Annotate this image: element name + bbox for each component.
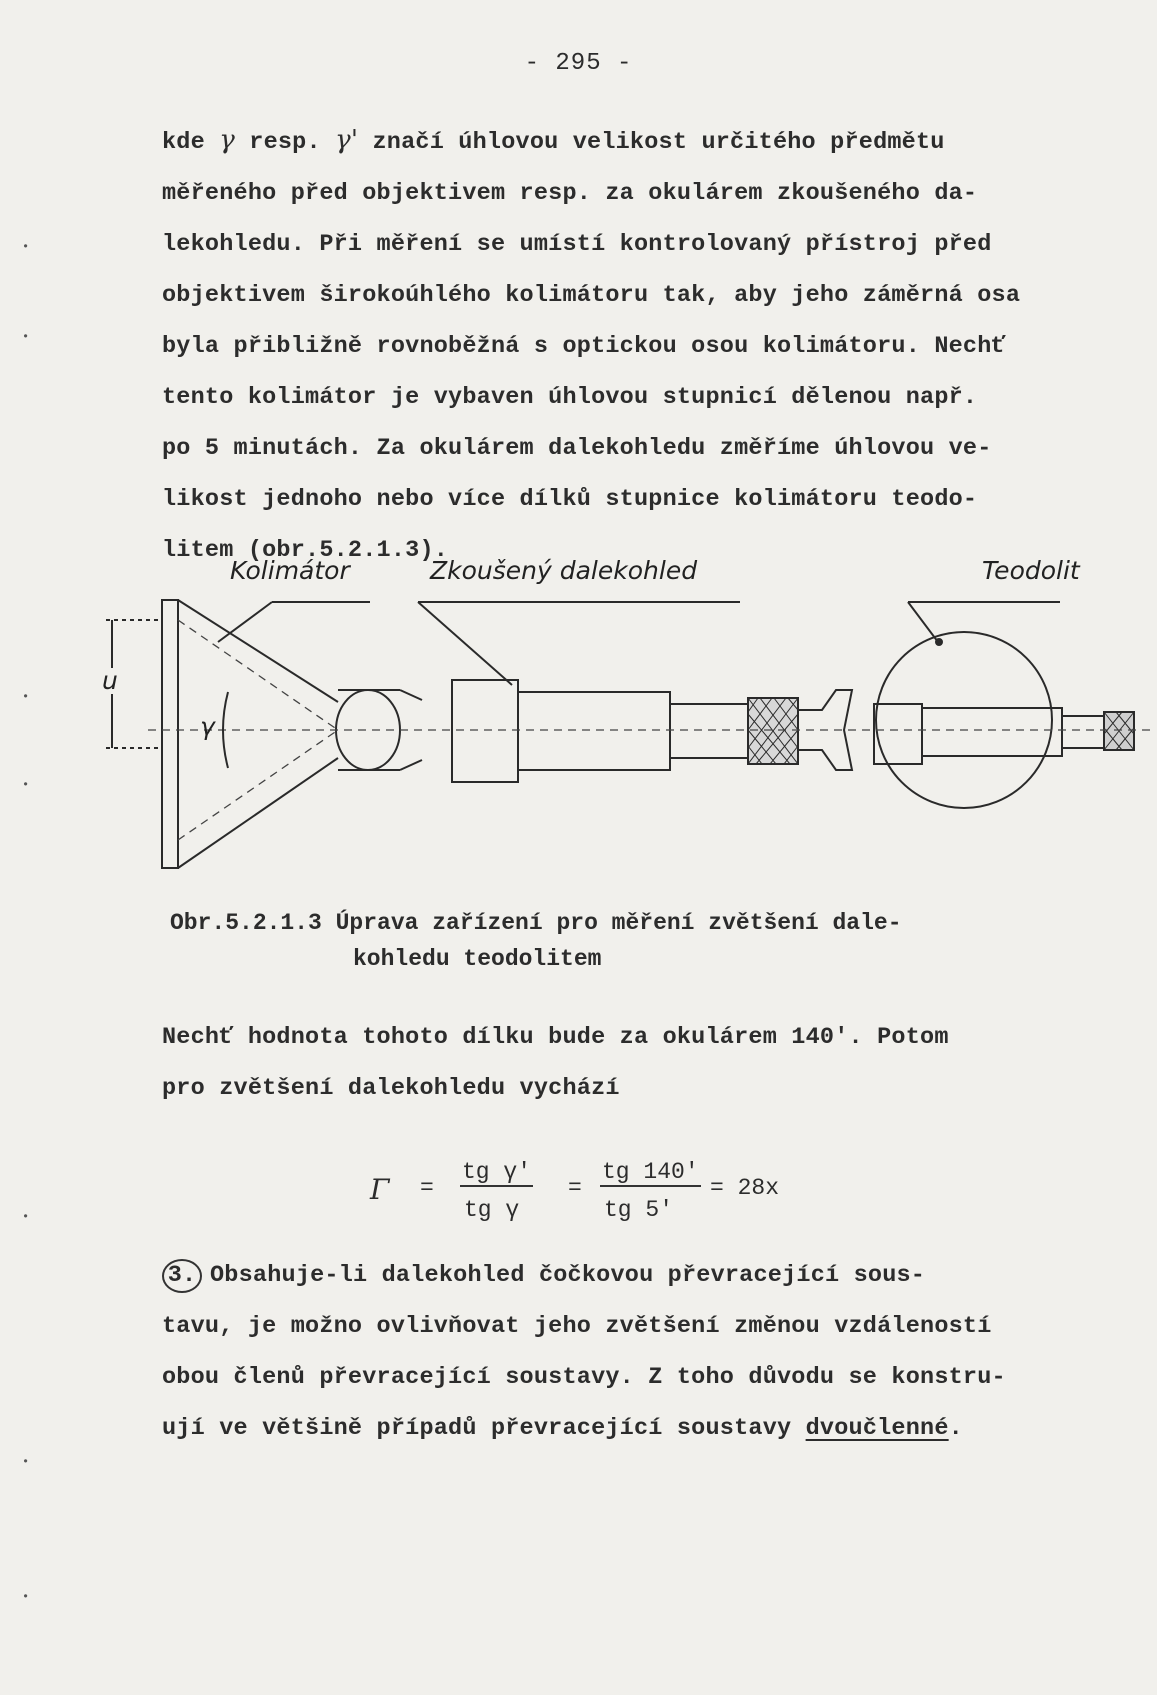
paragraph-line: po 5 minutách. Za okulárem dalekohledu změříme úhlovou ve- bbox=[162, 435, 992, 462]
collimator-cone-top bbox=[178, 600, 338, 702]
margin-mark: • bbox=[22, 690, 30, 704]
gamma-symbol: γ bbox=[219, 125, 235, 155]
margin-mark: • bbox=[22, 1590, 30, 1604]
page-number: - 295 - bbox=[524, 50, 633, 77]
formula-numerator-2: tg 140' bbox=[602, 1159, 699, 1185]
figure-caption bbox=[170, 905, 902, 977]
gamma-prime-symbol: γ' bbox=[335, 125, 359, 155]
paragraph-line: byla přibližně rovnoběžná s optickou osou kolimátoru. Nechť bbox=[162, 333, 1006, 360]
collimator-cone-bottom bbox=[178, 758, 338, 868]
paragraph-1 bbox=[162, 115, 1082, 576]
paragraph-line: likost jednoho nebo více dílků stupnice kolimátoru teodo- bbox=[162, 486, 978, 513]
underlined-term: dvoučlenné bbox=[805, 1415, 949, 1442]
telescope-objective bbox=[452, 680, 518, 782]
formula-gamma-big: Γ bbox=[370, 1173, 390, 1206]
label-gamma: γ bbox=[200, 712, 215, 741]
paragraph-line: litem (obr.5.2.1.3). bbox=[162, 537, 449, 564]
margin-mark: • bbox=[22, 778, 30, 792]
caption-line-1: Obr.5.2.1.3 Úprava zařízení pro měření zvětšení dale- bbox=[170, 910, 902, 936]
paragraph-line: ují ve většině případů převracející soustavy dvoučlenné. bbox=[162, 1415, 963, 1442]
margin-mark: • bbox=[22, 1210, 30, 1224]
margin-mark: • bbox=[22, 1455, 30, 1469]
paragraph-3 bbox=[162, 1250, 1082, 1454]
magnification-formula bbox=[360, 1155, 880, 1235]
margin-mark: • bbox=[22, 330, 30, 344]
label-u: u bbox=[102, 666, 118, 695]
paragraph-line: Nechť hodnota tohoto dílku bude za okulárem 140'. Potom bbox=[162, 1024, 949, 1051]
paragraph-line: lekohledu. Při měření se umístí kontrolovaný přístroj před bbox=[162, 231, 992, 258]
paragraph-line: obou členů převracející soustavy. Z toho důvodu se konstru- bbox=[162, 1364, 1006, 1391]
figure-collimator-setup bbox=[100, 556, 1157, 905]
formula-denominator-2: tg 5' bbox=[604, 1197, 674, 1223]
formula-eq2: = bbox=[568, 1175, 582, 1201]
theodolite-objective bbox=[874, 704, 922, 764]
formula-eq1: = bbox=[420, 1175, 434, 1201]
formula-result: = 28x bbox=[710, 1175, 780, 1201]
paragraph-line: objektivem širokoúhlého kolimátoru tak, aby jeho záměrná osa bbox=[162, 282, 1021, 309]
item-number: 3. bbox=[162, 1259, 202, 1293]
formula-numerator-1: tg γ' bbox=[462, 1159, 532, 1185]
telescope-tube bbox=[518, 692, 670, 770]
paragraph-line: měřeného před objektivem resp. za okulárem zkoušeného da- bbox=[162, 180, 978, 207]
caption-line-2: kohledu teodolitem bbox=[353, 946, 602, 972]
label-collimator: Kolimátor bbox=[230, 556, 350, 585]
paragraph-line: tavu, je možno ovlivňovat jeho zvětšení změnou vzdáleností bbox=[162, 1313, 992, 1340]
paragraph-line: kde γ resp. γ' značí úhlovou velikost určitého předmětu bbox=[162, 125, 945, 156]
paragraph-line: tento kolimátor je vybaven úhlovou stupnicí dělenou např. bbox=[162, 384, 978, 411]
paragraph-line: pro zvětšení dalekohledu vychází bbox=[162, 1075, 620, 1102]
paragraph-line: 3. Obsahuje-li dalekohled čočkovou převracející sous- bbox=[162, 1250, 1082, 1301]
theodolite-circle bbox=[876, 632, 1052, 808]
collimator-plate bbox=[162, 600, 178, 868]
margin-mark: • bbox=[22, 240, 30, 254]
paragraph-2 bbox=[162, 1012, 1082, 1114]
label-telescope: Zkoušený dalekohled bbox=[430, 556, 698, 585]
label-theodolite: Teodolit bbox=[982, 556, 1080, 585]
formula-denominator-1: tg γ bbox=[464, 1197, 520, 1223]
figure-drawing bbox=[100, 580, 1157, 900]
